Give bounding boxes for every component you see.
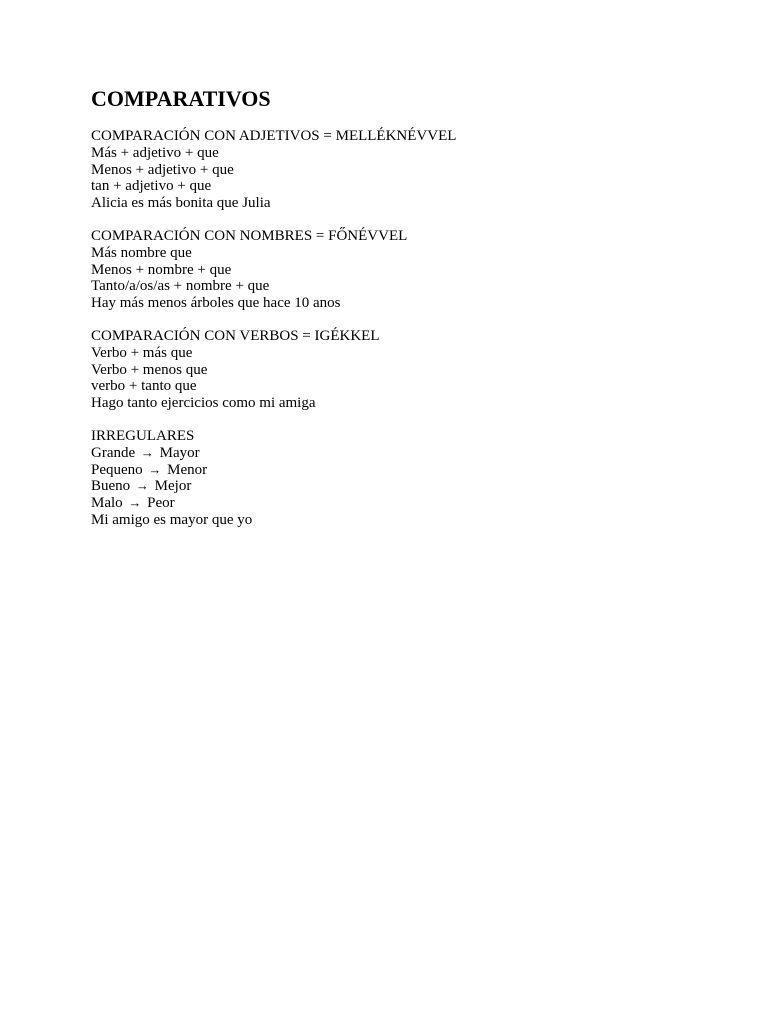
section-line: Más nombre que	[91, 244, 192, 261]
section-verbos	[91, 328, 711, 412]
section-heading: COMPARACIÓN CON ADJETIVOS = MELLÉKNÉVVEL	[91, 128, 457, 144]
arrow-right-icon: →	[148, 461, 162, 477]
section-heading: COMPARACIÓN CON VERBOS = IGÉKKEL	[91, 327, 380, 344]
section-line: Menos + adjetivo + que	[91, 161, 234, 178]
irregular-pair	[91, 478, 711, 495]
document-content	[91, 86, 711, 545]
section-line: Menos + nombre + que	[91, 261, 232, 278]
irregular-to: Menor	[167, 461, 208, 478]
arrow-right-icon: →	[128, 495, 142, 511]
arrow-right-icon: →	[135, 478, 149, 494]
document-title: COMPARATIVOS	[91, 86, 271, 111]
irregular-from: Grande	[91, 444, 136, 461]
arrow-right-icon: →	[140, 444, 154, 460]
section-heading: COMPARACIÓN CON NOMBRES = FŐNÉVVEL	[91, 227, 408, 244]
irregular-to: Peor	[147, 495, 175, 512]
section-line: verbo + tanto que	[91, 378, 197, 395]
section-line: tan + adjetivo + que	[91, 178, 212, 195]
section-line: Tanto/a/os/as + nombre + que	[91, 278, 270, 295]
section-nombres	[91, 228, 711, 312]
irregular-to: Mejor	[154, 478, 192, 495]
section-irregulares	[91, 428, 711, 529]
irregular-from: Malo	[91, 495, 123, 512]
irregular-pair	[91, 462, 711, 479]
section-line: Hay más menos árboles que hace 10 anos	[91, 295, 341, 312]
section-heading: IRREGULARES	[91, 427, 195, 444]
section-adjetivos	[91, 128, 711, 212]
section-line: Más + adjetivo + que	[91, 144, 219, 161]
section-line: Verbo + menos que	[91, 361, 208, 378]
section-line: Alicia es más bonita que Julia	[91, 195, 271, 212]
section-line: Mi amigo es mayor que yo	[91, 511, 253, 528]
irregular-from: Pequeno	[91, 461, 143, 478]
irregular-pair	[91, 445, 711, 462]
irregular-to: Mayor	[159, 444, 200, 461]
section-line: Hago tanto ejercicios como mi amiga	[91, 395, 316, 412]
section-line: Verbo + más que	[91, 344, 193, 361]
irregular-from: Bueno	[91, 478, 131, 495]
irregular-pair	[91, 495, 711, 512]
